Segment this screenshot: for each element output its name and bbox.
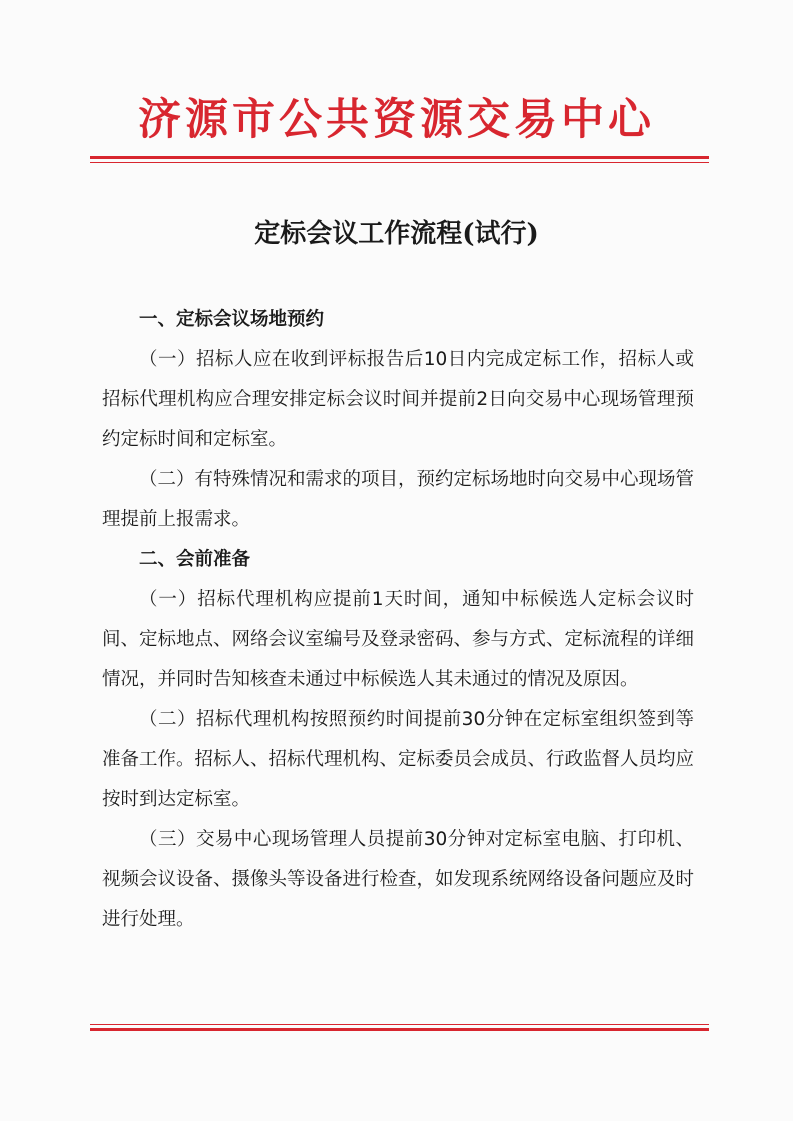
footer-rule-thin xyxy=(90,1024,709,1025)
document-body xyxy=(102,300,694,940)
header-rule-thick xyxy=(90,156,709,159)
footer-rule-thick xyxy=(90,1028,709,1031)
organization-header: 济源市公共资源交易中心 xyxy=(138,95,655,145)
paragraph: （二）招标代理机构按照预约时间提前30分钟在定标室组织签到等准备工作。招标人、招标代理机构、定标委员会成员、行政监督人员均应按时到达定标室。 xyxy=(102,709,695,810)
document-title: 定标会议工作流程(试行) xyxy=(254,219,539,249)
paragraph: （一）招标代理机构应提前1天时间，通知中标候选人定标会议时间、定标地点、网络会议室编号及登录密码、参与方式、定标流程的详细情况，并同时告知核查未通过中标候选人其未通过的情况及原因。 xyxy=(102,589,695,690)
section-heading: 一、定标会议场地预约 xyxy=(139,309,325,330)
paragraph: （二）有特殊情况和需求的项目，预约定标场地时向交易中心现场管理提前上报需求。 xyxy=(102,469,695,530)
header-rule-thin xyxy=(90,162,709,163)
section-heading: 二、会前准备 xyxy=(139,549,251,570)
paragraph: （一）招标人应在收到评标报告后10日内完成定标工作，招标人或招标代理机构应合理安排定标会议时间并提前2日向交易中心现场管理预约定标时间和定标室。 xyxy=(102,349,694,450)
paragraph: （三）交易中心现场管理人员提前30分钟对定标室电脑、打印机、视频会议设备、摄像头等设备进行检查，如发现系统网络设备问题应及时进行处理。 xyxy=(102,829,695,930)
